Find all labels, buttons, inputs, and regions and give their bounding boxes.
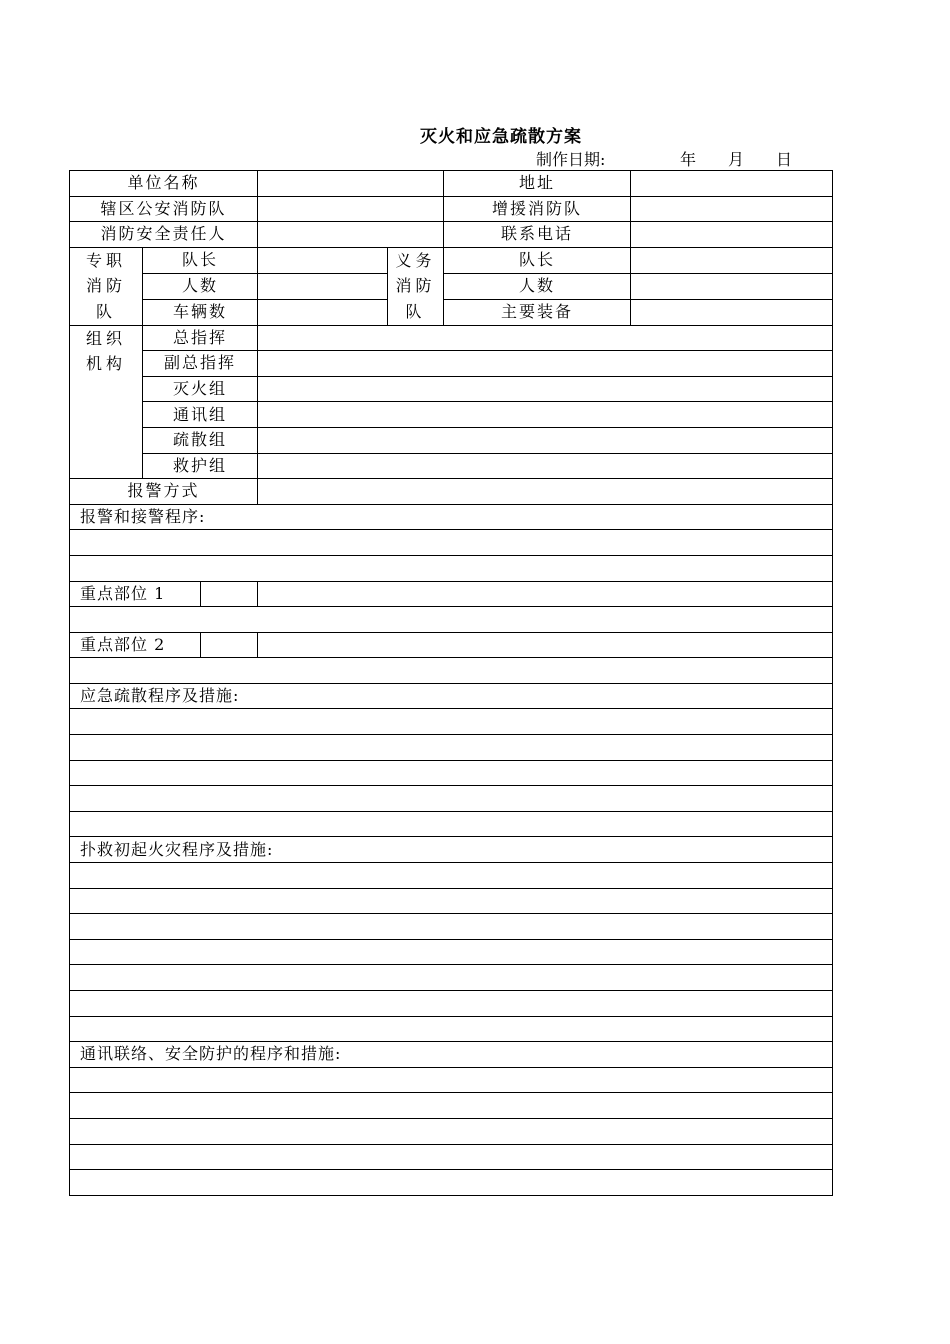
local-brigade-field[interactable] <box>258 196 444 222</box>
org-role-label: 副总指挥 <box>143 351 258 377</box>
blank-line <box>70 1118 833 1144</box>
key-area-1-label: 重点部位 1 <box>70 581 258 607</box>
unit-name-field[interactable] <box>258 171 444 197</box>
address-field[interactable] <box>631 171 833 197</box>
blank-line <box>70 811 833 837</box>
row-officer <box>70 222 833 248</box>
text-line[interactable] <box>70 991 833 1017</box>
blank-line <box>70 939 833 965</box>
blank-line <box>70 555 833 581</box>
row-unit <box>70 171 833 197</box>
blank-line <box>70 709 833 735</box>
row-org-3 <box>70 402 833 428</box>
org-role-label: 疏散组 <box>143 427 258 453</box>
text-line[interactable] <box>70 888 833 914</box>
org-role-field[interactable] <box>258 402 833 428</box>
row-key-area-1 <box>70 581 833 607</box>
alarm-procedure-heading: 报警和接警程序: <box>70 504 833 530</box>
page-title: 灭火和应急疏散方案 <box>420 127 582 147</box>
org-role-field[interactable] <box>258 376 833 402</box>
blank-line <box>70 914 833 940</box>
org-role-field[interactable] <box>258 453 833 479</box>
pro-count-label: 人数 <box>143 273 258 299</box>
blank-line <box>70 965 833 991</box>
blank-line <box>70 760 833 786</box>
date-label: 制作日期: <box>536 150 606 169</box>
local-brigade-label: 辖区公安消防队 <box>70 196 258 222</box>
org-role-field[interactable] <box>258 351 833 377</box>
vol-captain-field[interactable] <box>631 247 833 273</box>
row-communication <box>70 1042 833 1068</box>
blank-line <box>70 658 833 684</box>
key-area-2-field[interactable] <box>258 632 833 658</box>
initial-fire-heading: 扑救初起火灾程序及措施: <box>70 837 833 863</box>
text-line[interactable] <box>70 1016 833 1042</box>
key-area-1-field[interactable] <box>258 581 833 607</box>
org-role-label: 救护组 <box>143 453 258 479</box>
safety-officer-label: 消防安全责任人 <box>70 222 258 248</box>
org-role-label: 灭火组 <box>143 376 258 402</box>
row-alarm-method <box>70 479 833 505</box>
text-line[interactable] <box>70 555 833 581</box>
contact-phone-label: 联系电话 <box>444 222 631 248</box>
reinforce-brigade-label: 增援消防队 <box>444 196 631 222</box>
org-role-field[interactable] <box>258 427 833 453</box>
row-org-0 <box>70 325 833 351</box>
pro-count-field[interactable] <box>258 273 388 299</box>
fire-plan-form <box>69 170 833 1196</box>
pro-vehicles-field[interactable] <box>258 299 388 325</box>
blank-line <box>70 863 833 889</box>
text-line[interactable] <box>70 760 833 786</box>
blank-line <box>70 1144 833 1170</box>
unit-name-label: 单位名称 <box>70 171 258 197</box>
text-line[interactable] <box>70 658 833 684</box>
pro-captain-label: 队长 <box>143 247 258 273</box>
row-org-4 <box>70 427 833 453</box>
row-org-5 <box>70 453 833 479</box>
text-line[interactable] <box>70 965 833 991</box>
blank-line <box>70 991 833 1017</box>
blank-line <box>70 735 833 761</box>
alarm-method-field[interactable] <box>258 479 833 505</box>
address-label: 地址 <box>444 171 631 197</box>
org-role-label: 总指挥 <box>143 325 258 351</box>
pro-captain-field[interactable] <box>258 247 388 273</box>
blank-line <box>70 888 833 914</box>
reinforce-brigade-field[interactable] <box>631 196 833 222</box>
text-line[interactable] <box>70 1144 833 1170</box>
text-line[interactable] <box>70 607 833 633</box>
text-line[interactable] <box>70 1118 833 1144</box>
date-day: 日 <box>776 150 793 169</box>
row-org-2 <box>70 376 833 402</box>
safety-officer-field[interactable] <box>258 222 444 248</box>
vol-equipment-field[interactable] <box>631 299 833 325</box>
volunteer-team-label: 义务 消防 队 <box>388 247 444 325</box>
text-line[interactable] <box>70 1093 833 1119</box>
row-team-count <box>70 273 833 299</box>
text-line[interactable] <box>70 863 833 889</box>
blank-line <box>70 607 833 633</box>
blank-line <box>70 530 833 556</box>
text-line[interactable] <box>70 786 833 812</box>
text-line[interactable] <box>70 811 833 837</box>
contact-phone-field[interactable] <box>631 222 833 248</box>
text-line[interactable] <box>70 914 833 940</box>
vol-equipment-label: 主要装备 <box>444 299 631 325</box>
date-year: 年 <box>680 150 697 169</box>
row-brigade <box>70 196 833 222</box>
row-team-vehicles <box>70 299 833 325</box>
text-line[interactable] <box>70 1170 833 1196</box>
alarm-method-label: 报警方式 <box>70 479 258 505</box>
evacuation-heading: 应急疏散程序及措施: <box>70 683 833 709</box>
text-line[interactable] <box>70 939 833 965</box>
organization-label: 组织 机构 <box>70 325 143 479</box>
org-role-field[interactable] <box>258 325 833 351</box>
pro-team-label: 专职 消防 队 <box>70 247 143 325</box>
row-team-captain <box>70 247 833 273</box>
text-line[interactable] <box>70 735 833 761</box>
org-role-label: 通讯组 <box>143 402 258 428</box>
date-month: 月 <box>728 150 745 169</box>
text-line[interactable] <box>70 530 833 556</box>
row-org-1 <box>70 351 833 377</box>
blank-line <box>70 786 833 812</box>
blank-line <box>70 1170 833 1196</box>
text-line[interactable] <box>70 709 833 735</box>
vol-count-field[interactable] <box>631 273 833 299</box>
date-line <box>0 147 950 169</box>
blank-line <box>70 1067 833 1093</box>
blank-line <box>70 1016 833 1042</box>
vol-count-label: 人数 <box>444 273 631 299</box>
row-alarm-procedure <box>70 504 833 530</box>
vol-captain-label: 队长 <box>444 247 631 273</box>
key-area-2-label: 重点部位 2 <box>70 632 258 658</box>
row-initial-fire <box>70 837 833 863</box>
row-key-area-2 <box>70 632 833 658</box>
row-evacuation <box>70 683 833 709</box>
communication-heading: 通讯联络、安全防护的程序和措施: <box>70 1042 833 1068</box>
pro-vehicles-label: 车辆数 <box>143 299 258 325</box>
blank-line <box>70 1093 833 1119</box>
text-line[interactable] <box>70 1067 833 1093</box>
